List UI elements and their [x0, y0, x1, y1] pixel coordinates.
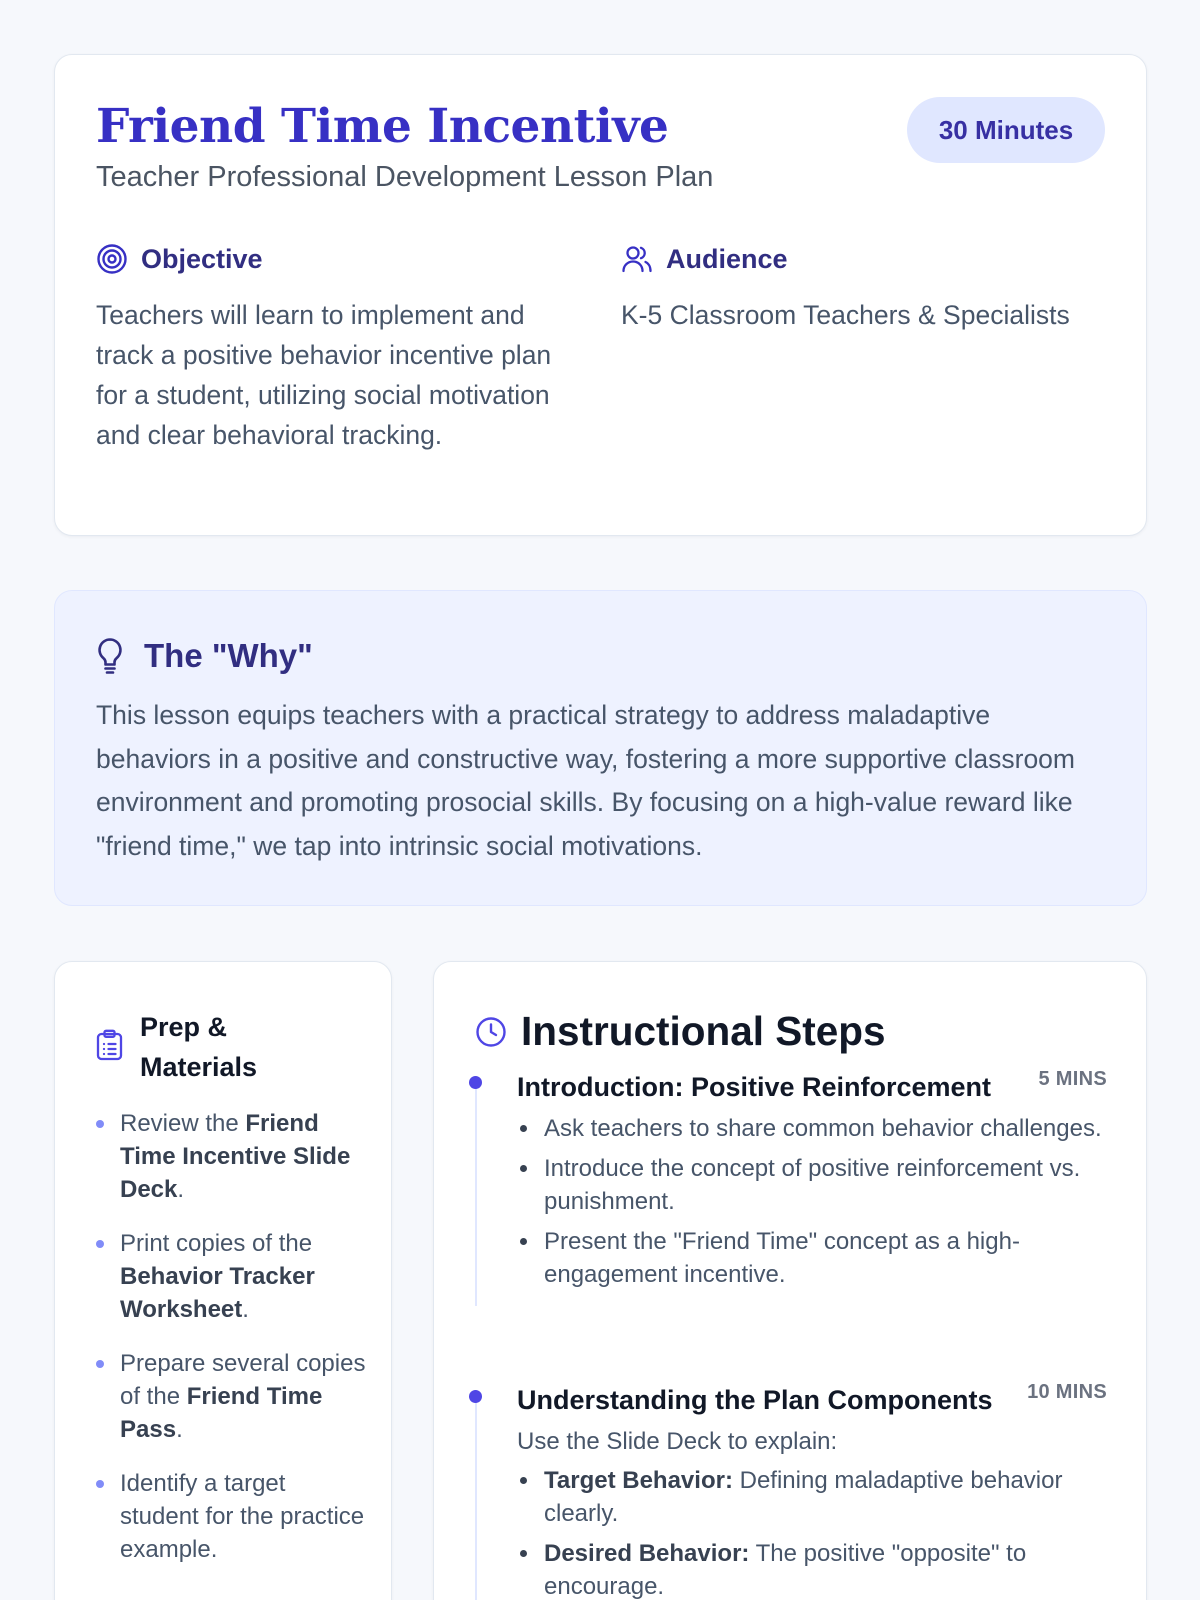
duration-badge: 30 Minutes: [907, 97, 1105, 163]
objective-section: [96, 242, 566, 455]
lightbulb-icon: [96, 637, 124, 675]
list-item: Review the Friend Time Incentive Slide Deck.: [96, 1107, 366, 1206]
list-item: Print copies of the Behavior Tracker Worksheet.: [96, 1227, 366, 1326]
why-text: This lesson equips teachers with a practical strategy to address maladaptive behaviors in a positive and constructive way, fostering a more supportive classroom environment and promoting prosocial skills. By focusing on a high-value reward like "friend time," we tap into intrinsic social motivations.: [96, 700, 1075, 861]
list-item: Desired Behavior: The positive "opposite" to encourage.: [517, 1537, 1107, 1600]
step-title: Introduction: Positive Reinforcement: [517, 1072, 992, 1102]
timeline-dot: [469, 1390, 482, 1403]
steps-title: Instructional Steps: [521, 1008, 886, 1054]
why-title: The "Why": [144, 637, 313, 674]
audience-text: K-5 Classroom Teachers & Specialists: [621, 300, 1070, 330]
step-duration: 10 MINS: [1027, 1381, 1107, 1403]
step-duration: 5 MINS: [1038, 1068, 1107, 1090]
list-item: Prepare several copies of the Friend Time Pass.: [96, 1347, 366, 1446]
list-item: Target Behavior: Defining maladaptive behavior clearly.: [517, 1464, 1107, 1530]
instructional-steps-card: [433, 961, 1147, 1600]
step-intro: Use the Slide Deck to explain:: [517, 1428, 838, 1455]
step-bullets: [517, 1464, 1107, 1600]
timeline-line: [475, 1076, 477, 1306]
users-icon: [621, 243, 653, 275]
lesson-header-card: [54, 54, 1147, 536]
timeline-dot: [469, 1076, 482, 1089]
target-icon: [96, 243, 128, 275]
step-plan-components: [517, 1381, 1107, 1600]
list-item: Introduce the concept of positive reinforcement vs. punishment.: [517, 1152, 1107, 1218]
prep-materials-card: [54, 961, 392, 1600]
timeline-line: [475, 1390, 477, 1600]
list-item: Present the "Friend Time" concept as a high-engagement incentive.: [517, 1225, 1107, 1291]
page-title: Friend Time Incentive: [96, 99, 669, 154]
step-introduction: [517, 1068, 1107, 1298]
clipboard-icon: [96, 1029, 123, 1061]
step-bullets: [517, 1112, 1107, 1291]
why-card: [54, 590, 1147, 906]
list-item: Identify a target student for the practice example.: [96, 1467, 366, 1566]
list-item: Ask teachers to share common behavior challenges.: [517, 1112, 1107, 1145]
prep-title: Prep & Materials: [140, 1012, 258, 1082]
audience-label: Audience: [666, 243, 788, 274]
audience-section: [621, 242, 1121, 335]
objective-label: Objective: [141, 243, 263, 274]
objective-text: Teachers will learn to implement and track a positive behavior incentive plan for a student, utilizing social motivation and clear behavioral tracking.: [96, 300, 552, 450]
step-title: Understanding the Plan Components: [517, 1385, 993, 1415]
clock-icon: [475, 1016, 507, 1048]
page-subtitle: Teacher Professional Development Lesson Plan: [96, 161, 714, 193]
prep-list: [96, 1107, 366, 1587]
